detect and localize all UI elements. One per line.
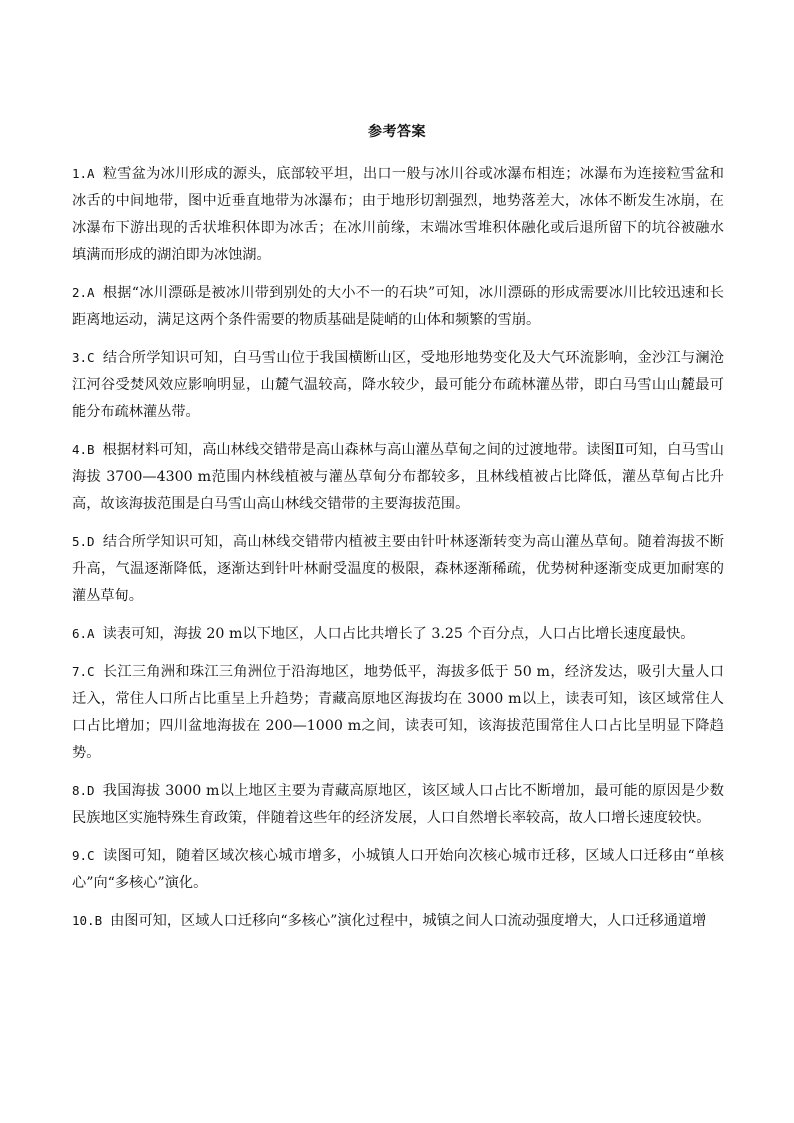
page-title: 参考答案 — [368, 124, 426, 140]
answer-number: 10.B — [72, 913, 103, 928]
answer-text: 由图可知，区域人口迁移向“多核心”演化过程中，城镇之间人口流动强度增大，人口迁移通道增 — [110, 913, 707, 929]
answer-text: 粒雪盆为冰川形成的源头，底部较平坦，出口一般与冰川谷或冰瀑布相连；冰瀑布为连接粒雪盆和冰舌的中间地带，图中近垂直地带为冰瀑布；由于地形切割强烈，地势落差大，冰体不断发生冰崩，在冰瀑布下游出现的舌状堆积体即为冰舌；在冰川前缘，末端冰雪堆积体融化或后退所留下的坑谷被融水填满而形成的湖泊即为冰蚀湖。 — [72, 166, 724, 263]
answer-item-7 — [72, 658, 724, 767]
answer-item-8 — [72, 777, 724, 832]
answer-text: 结合所学知识可知，高山林线交错带内植被主要由针叶林逐渐转变为高山灌丛草甸。随着海拔不断升高，气温逐渐降低，逐渐达到针叶林耐受温度的极限，森林逐渐稀疏，优势树种逐渐变成更加耐寒的灌丛草甸。 — [72, 534, 724, 604]
answer-item-2 — [72, 279, 724, 334]
answer-number: 9.C — [72, 848, 95, 863]
answer-item-6 — [72, 620, 724, 648]
answer-text: 根据材料可知，高山林线交错带是高山森林与高山灌丛草甸之间的过渡地带。读图Ⅱ可知，白马雪山海拔 3700—4300 m范围内林线植被与灌丛草甸分布都较多，且林线植被占比降低，灌丛草甸占比升高，故该海拔范围是白马雪山高山林线交错带的主要海拔范围。 — [72, 442, 724, 512]
answer-number: 6.A — [72, 626, 95, 641]
answer-number: 3.C — [72, 350, 95, 365]
answer-text: 我国海拔 3000 m以上地区主要为青藏高原地区，该区域人口占比不断增加，最可能的原因是少数民族地区实施特殊生育政策，伴随着这些年的经济发展，人口自然增长率较高，故人口增长速度较快。 — [72, 783, 724, 826]
answer-list — [72, 160, 724, 945]
answer-item-9 — [72, 842, 724, 897]
answer-text: 读表可知，海拔 20 m以下地区，人口占比共增长了 3.25 个百分点，人口占比增长速度最快。 — [102, 626, 695, 642]
answer-number: 7.C — [72, 664, 95, 679]
answer-number: 5.D — [72, 534, 95, 549]
answer-item-4 — [72, 436, 724, 518]
answer-text: 读图可知，随着区域次核心城市增多，小城镇人口开始向次核心城市迁移，区域人口迁移由“单核心”向“多核心”演化。 — [72, 848, 724, 891]
answer-item-5 — [72, 528, 724, 610]
answer-text: 长江三角洲和珠江三角洲位于沿海地区，地势低平，海拔多低于 50 m，经济发达，吸引大量人口迁入，常住人口所占比重呈上升趋势；青藏高原地区海拔均在 3000 m以上，读表可知，该区域常住人口占比增加；四川盆地海拔在 200—1000 m之间，读表可知，该海拔范围常住人口占比呈明显下降趋势。 — [72, 664, 724, 761]
answer-number: 1.A — [72, 166, 95, 181]
answer-item-10 — [72, 907, 724, 935]
answer-text: 根据“冰川漂砾是被冰川带到别处的大小不一的石块”可知，冰川漂砾的形成需要冰川比较迅速和长距离地运动，满足这两个条件需要的物质基础是陡峭的山体和频繁的雪崩。 — [72, 285, 724, 328]
answer-number: 8.D — [72, 783, 95, 798]
answer-item-1 — [72, 160, 724, 269]
answer-number: 2.A — [72, 285, 95, 300]
answer-text: 结合所学知识可知，白马雪山位于我国横断山区，受地形地势变化及大气环流影响，金沙江与澜沧江河谷受焚风效应影响明显，山麓气温较高，降水较少，最可能分布疏林灌丛带，即白马雪山山麓最可能分布疏林灌丛带。 — [72, 350, 724, 420]
answer-number: 4.B — [72, 442, 95, 457]
answer-item-3 — [72, 344, 724, 426]
